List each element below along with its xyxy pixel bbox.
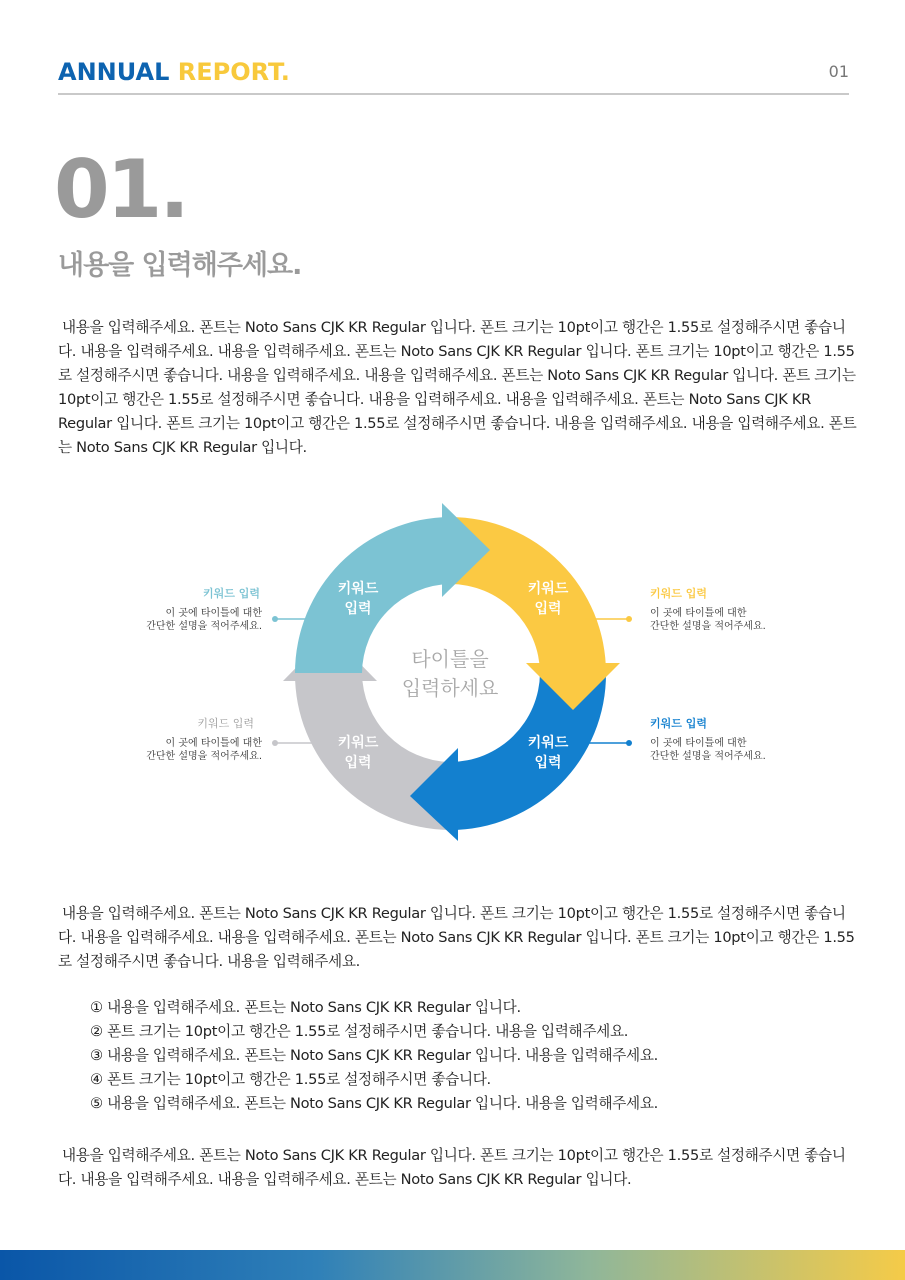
brand-logo — [58, 58, 290, 86]
callout-desc-top-left-line1: 이 곳에 타이틀에 대한 — [165, 608, 262, 619]
segment-label-gray — [318, 733, 398, 773]
segment-label-teal — [318, 579, 398, 619]
callout-dot-top-left — [272, 616, 278, 622]
list-item: ② 폰트 크기는 10pt이고 행간은 1.55로 설정해주시면 좋습니다. 내용을 입력해주세요. — [90, 1023, 629, 1040]
callout-desc-bottom-left-line1: 이 곳에 타이틀에 대한 — [165, 738, 262, 749]
callout-desc-bottom-right-line1: 이 곳에 타이틀에 대한 — [650, 738, 747, 749]
callout-dot-top-right — [626, 616, 632, 622]
callout-desc-top-right-line1: 이 곳에 타이틀에 대한 — [650, 608, 747, 619]
segment-label-blue-line2: 입력 — [534, 755, 562, 771]
body-paragraph-1: 내용을 입력해주세요. 폰트는 Noto Sans CJK KR Regular 입니다. 폰트 크기는 10pt이고 행간은 1.55로 설정해주시면 좋습니다. 내용을 입력해주세요. 내용을 입력해주세요. 폰트는 Noto Sans CJK KR Regular 입니다. 폰트 크기는 10pt이고 행간은 1.55로 설정해주시면 좋습니다. 내용을 입력해주세요. 내용을 입력해주세요. 폰트는 Noto Sans CJK KR Regular 입니다. 폰트 크기는 10pt이고 행간은 1.55로 설정해주시면 좋습니다. 내용을 입력해주세요. 내용을 입력해주세요. 폰트는 Noto Sans CJK KR Regular 입니다. 폰트 크기는 10pt이고 행간은 1.55로 설정해주시면 좋습니다. 내용을 입력해주세요. 내용을 입력해주세요. 폰트는 Noto Sans CJK KR Regular 입니다. — [58, 319, 857, 456]
page-number: 01 — [828, 62, 849, 81]
segment-label-teal-line1: 키워드 — [337, 581, 379, 597]
center-title-line1: 타이틀을 — [411, 647, 489, 671]
callout-desc-top-right — [650, 607, 810, 633]
page-header — [58, 56, 849, 96]
body-paragraph-2: 내용을 입력해주세요. 폰트는 Noto Sans CJK KR Regular 입니다. 폰트 크기는 10pt이고 행간은 1.55로 설정해주시면 좋습니다. 내용을 입력해주세요. 내용을 입력해주세요. 폰트는 Noto Sans CJK KR Regular 입니다. 폰트 크기는 10pt이고 행간은 1.55로 설정해주시면 좋습니다. 내용을 입력해주세요. — [58, 905, 855, 970]
list-item: ⑤ 내용을 입력해주세요. 폰트는 Noto Sans CJK KR Regular 입니다. 내용을 입력해주세요. — [90, 1095, 658, 1112]
segment-label-teal-line2: 입력 — [344, 601, 372, 617]
brand-word-annual: ANNUAL — [58, 58, 170, 86]
callout-desc-bottom-left-line2: 간단한 설명을 적어주세요. — [146, 751, 262, 762]
callout-desc-bottom-right — [650, 737, 810, 763]
callout-keyword-top-left: 키워드 입력 — [203, 587, 260, 600]
section-number: 01. — [54, 143, 187, 236]
segment-label-blue-line1: 키워드 — [527, 735, 569, 751]
callout-desc-top-left-line2: 간단한 설명을 적어주세요. — [146, 621, 262, 632]
segment-label-gray-line1: 키워드 — [337, 735, 379, 751]
callout-keyword-bottom-right: 키워드 입력 — [650, 717, 707, 730]
diagram-center-title — [380, 645, 520, 703]
callout-keyword-bottom-left: 키워드 입력 — [197, 717, 254, 730]
segment-label-yellow-line1: 키워드 — [527, 581, 569, 597]
callout-dot-bottom-left — [272, 740, 278, 746]
segment-label-yellow-line2: 입력 — [534, 601, 562, 617]
segment-label-yellow — [508, 579, 588, 619]
cycle-diagram — [0, 495, 905, 855]
callout-dot-bottom-right — [626, 740, 632, 746]
numbered-list — [90, 996, 658, 1116]
callout-desc-bottom-right-line2: 간단한 설명을 적어주세요. — [650, 751, 766, 762]
brand-word-report: REPORT. — [177, 58, 290, 86]
header-divider — [58, 93, 849, 95]
body-paragraph-3: 내용을 입력해주세요. 폰트는 Noto Sans CJK KR Regular 입니다. 폰트 크기는 10pt이고 행간은 1.55로 설정해주시면 좋습니다. 내용을 입력해주세요. 내용을 입력해주세요. 폰트는 Noto Sans CJK KR Regular 입니다. — [58, 1147, 846, 1188]
callout-desc-top-left — [110, 607, 262, 633]
list-item: ① 내용을 입력해주세요. 폰트는 Noto Sans CJK KR Regular 입니다. — [90, 999, 521, 1016]
segment-label-blue — [508, 733, 588, 773]
segment-label-gray-line2: 입력 — [344, 755, 372, 771]
section-title: 내용을 입력해주세요. — [58, 250, 302, 281]
list-item: ④ 폰트 크기는 10pt이고 행간은 1.55로 설정해주시면 좋습니다. — [90, 1071, 491, 1088]
callout-keyword-top-right: 키워드 입력 — [650, 587, 707, 600]
center-title-line2: 입력하세요 — [401, 676, 499, 700]
list-item: ③ 내용을 입력해주세요. 폰트는 Noto Sans CJK KR Regular 입니다. 내용을 입력해주세요. — [90, 1047, 658, 1064]
callout-desc-bottom-left — [110, 737, 262, 763]
callout-desc-top-right-line2: 간단한 설명을 적어주세요. — [650, 621, 766, 632]
footer-gradient-bar — [0, 1250, 905, 1280]
